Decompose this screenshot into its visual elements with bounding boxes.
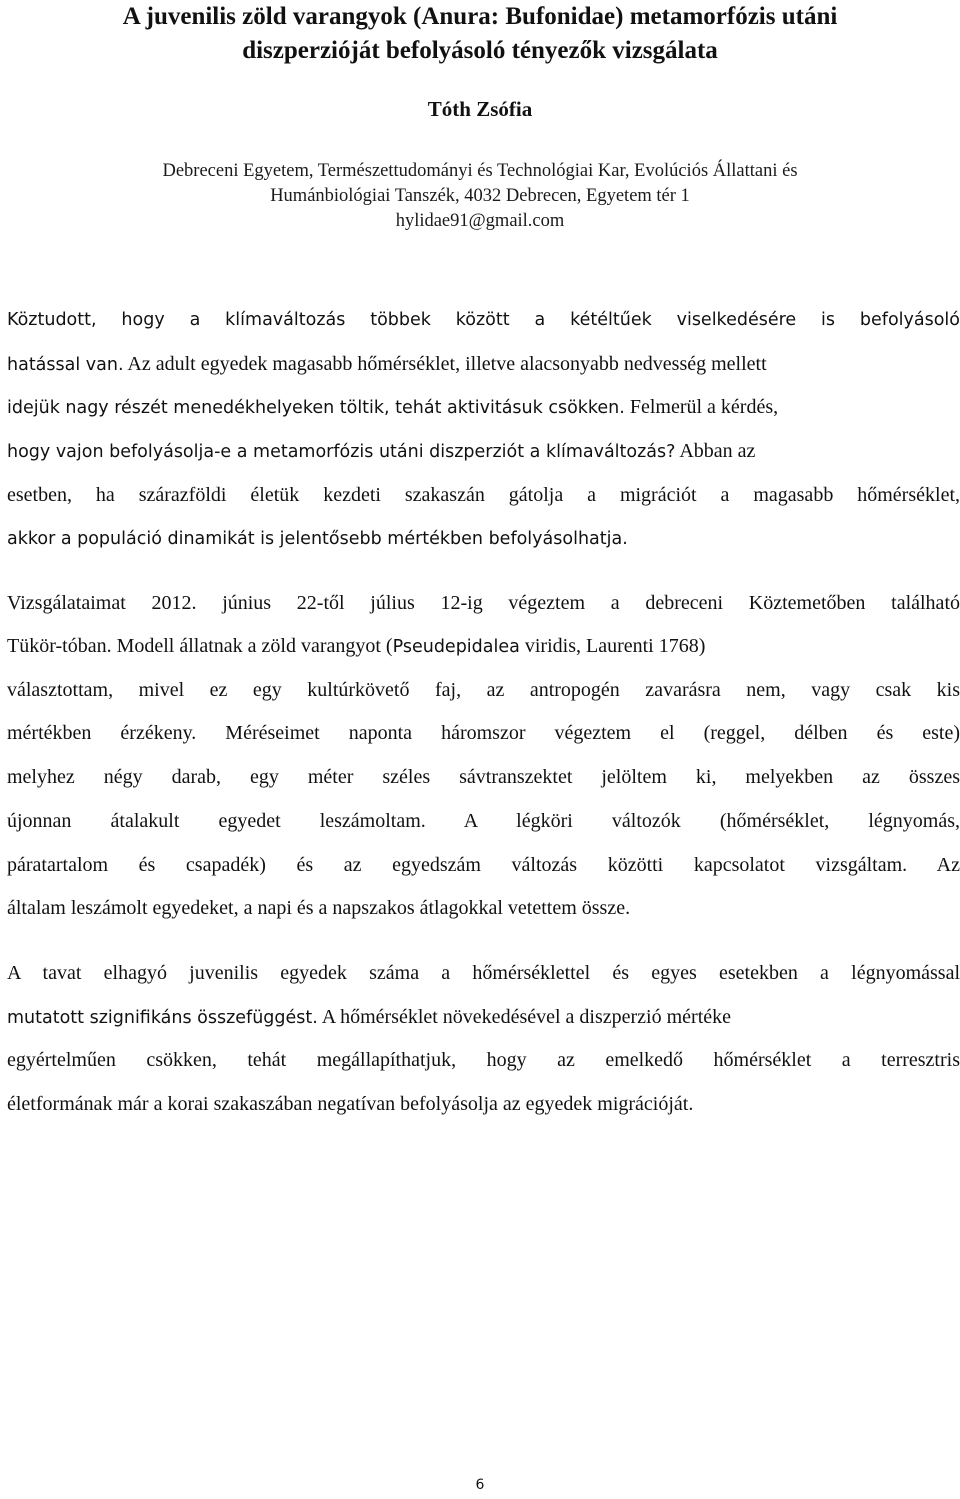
text-line: akkor a populáció dinamikát is jelentősebb mértékben befolyásolhatja. [7, 529, 628, 549]
title-line-1: A juvenilis zöld varangyok (Anura: Bufonidae) metamorfózis utáni [122, 3, 838, 30]
text-line: választottam, mivel ez egy kultúrkövető faj, az antropogén zavarásra nem, vagy csak kis [7, 679, 960, 701]
text-span: Tükör-tóban. Modell állatnak a zöld varangyot ( [7, 635, 393, 657]
text-line: Vizsgálataimat 2012. június 22-től július 12-ig végeztem a debreceni Köztemetőben található [7, 592, 960, 614]
text-line [7, 351, 960, 378]
author-email[interactable]: hylidae91@gmail.com [395, 211, 565, 231]
species-genus: Pseudepidalea [392, 637, 520, 657]
text-line [7, 394, 960, 421]
text-line: általam leszámolt egyedeket, a napi és a napszakos átlagokkal vetettem össze. [7, 897, 631, 919]
text-span: Felmerül a kérdés, [624, 396, 779, 418]
text-line: Köztudott, hogy a klímaváltozás többek között a kétéltűek viselkedésére is befolyásoló [7, 310, 960, 330]
text-line: egyértelműen csökken, tehát megállapíthatjuk, hogy az emelkedő hőmérséklet a terresztris [7, 1049, 960, 1071]
author-name: Tóth Zsófia [427, 97, 533, 121]
text-span: idejük nagy részét menedékhelyeken töltik, tehát aktivitásuk csökken. [7, 398, 625, 418]
title-line-2: diszperzióját befolyásoló tényezők vizsgálata [242, 37, 718, 64]
text-line: A tavat elhagyó juvenilis egyedek száma a hőmérséklettel és egyes esetekben a légnyomással [7, 962, 960, 984]
text-span: viridis, Laurenti 1768) [519, 635, 706, 657]
text-line: páratartalom és csapadék) és az egyedszám változás közötti kapcsolatot vizsgáltam. Az [7, 854, 960, 876]
text-span: mutatott szignifikáns összefüggést. [7, 1008, 318, 1028]
text-line: melyhez négy darab, egy méter széles sávtranszektet jelöltem ki, melyekben az összes [7, 766, 960, 788]
text-line: újonnan átalakult egyedet leszámoltam. A légköri változók (hőmérséklet, légnyomás, [7, 810, 960, 832]
text-span: Az adult egyedek magasabb hőmérséklet, illetve alacsonyabb nedvesség mellett [123, 353, 767, 375]
text-line: esetben, ha szárazföldi életük kezdeti szakaszán gátolja a migrációt a magasabb hőmérséklet, [7, 484, 960, 506]
paper-title [0, 0, 960, 68]
text-span: A hőmérséklet növekedésével a diszperzió mértéke [317, 1006, 732, 1028]
text-span: hogy vajon befolyásolja-e a metamorfózis utáni diszperziót a klímaváltozás? [7, 442, 676, 462]
text-line [7, 1004, 960, 1031]
affiliation [0, 159, 960, 234]
text-line [7, 438, 960, 465]
text-line [7, 633, 960, 660]
text-line: mértékben érzékeny. Méréseimet naponta háromszor végeztem el (reggel, délben és este) [7, 722, 960, 744]
affiliation-line-2: Humánbiológiai Tanszék, 4032 Debrecen, Egyetem tér 1 [270, 186, 690, 206]
affiliation-line-1: Debreceni Egyetem, Természettudományi és Technológiai Kar, Evolúciós Állattani és [162, 161, 798, 181]
text-line: életformának már a korai szakaszában negatívan befolyásolja az egyedek migrációját. [7, 1093, 694, 1115]
text-span: Abban az [675, 440, 756, 462]
text-span: hatással van. [7, 355, 124, 375]
page-number: 6 [475, 1477, 485, 1493]
